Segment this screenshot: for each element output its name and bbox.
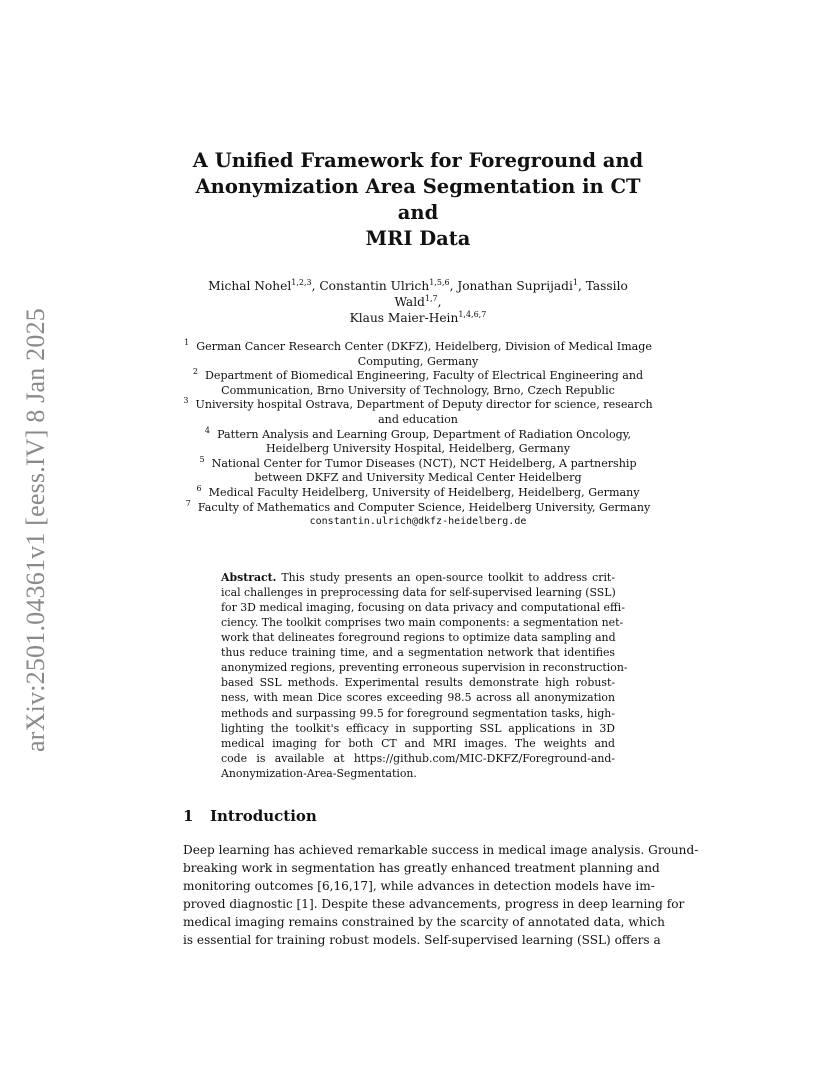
affiliation-item <box>183 398 653 427</box>
author-affil-sup: 1 <box>572 278 578 287</box>
abstract-line: medical imaging for both CT and MRI images. The weights and <box>221 736 615 750</box>
author-affil-sup: 1,7 <box>424 294 438 303</box>
affiliation-text: Faculty of Mathematics and Computer Science, Heidelberg University, Germany <box>197 500 651 514</box>
body-line: proved diagnostic [1]. Despite these advancements, progress in deep learning for <box>183 897 685 912</box>
abstract-line: work that delineates foreground regions to optimize data sampling and <box>221 631 616 645</box>
abstract-line: for 3D medical imaging, focusing on data privacy and computational effi- <box>221 600 625 614</box>
affiliation-item <box>183 483 653 501</box>
abstract-label: Abstract. <box>221 570 277 584</box>
section-heading <box>183 807 653 825</box>
body-line: breaking work in segmentation has greatly enhanced treatment planning and <box>183 861 660 876</box>
affiliation-text: National Center for Tumor Diseases (NCT), NCT Heidelberg, A partnership <box>211 456 637 470</box>
abstract-text: This study presents an open-source toolkit to address crit- <box>281 570 615 584</box>
body-line: is essential for training robust models. Self-supervised learning (SSL) offers a <box>183 933 661 948</box>
abstract <box>221 570 628 781</box>
affiliation-item <box>183 369 653 398</box>
author-line: Michal Nohel$^{1,2,3}$, Constantin Ulrich$^{1,5,6}$, Jonathan Suprijadi$^1$, Tassilo Wald$^{1,7}$, <box>208 278 628 309</box>
author-name: Jonathan Suprijadi <box>457 279 573 293</box>
author-name: Constantin Ulrich <box>319 279 430 293</box>
author-name: Tassilo Wald <box>394 279 628 309</box>
affiliation-number: 6 <box>196 483 202 493</box>
affiliation-item <box>183 425 653 457</box>
affiliation-number: 1 <box>184 338 190 347</box>
abstract-line: code is available at https://github.com/MIC-DKFZ/Foreground-and- <box>221 751 615 765</box>
author-name: Klaus Maier-Hein <box>349 311 459 325</box>
affiliation-number: 4 <box>204 425 210 435</box>
author-affil-sup: 1,2,3 <box>291 278 312 287</box>
section-number: 1 <box>183 807 194 826</box>
affiliation-text: Pattern Analysis and Learning Group, Department of Radiation Oncology, <box>217 427 632 441</box>
affiliation-text: and education <box>378 412 458 426</box>
intro-paragraph <box>183 841 699 949</box>
affiliation-text: University hospital Ostrava, Department of Deputy director for science, research <box>195 398 653 412</box>
arxiv-identifier-text: arXiv:2501.04361v1 [eess.IV] 8 Jan 2025 <box>21 308 50 752</box>
title-line: MRI Data <box>365 227 471 250</box>
abstract-line <box>221 570 615 585</box>
title-line: A Unified Framework for Foreground and <box>192 149 644 172</box>
affiliation-text: between DKFZ and University Medical Center Heidelberg <box>254 471 582 485</box>
affiliation-text: Department of Biomedical Engineering, Faculty of Electrical Engineering and <box>205 369 644 383</box>
affiliation-text: Computing, Germany <box>357 354 479 368</box>
affiliation-list <box>183 340 653 530</box>
author-list <box>183 278 653 326</box>
abstract-line: ciency. The toolkit comprises two main components: a segmentation net- <box>221 616 624 629</box>
author-line <box>183 310 653 326</box>
body-line: medical imaging remains constrained by the scarcity of annotated data, which <box>183 915 665 930</box>
body-line: monitoring outcomes [6,16,17], while advances in detection models have im- <box>183 879 655 894</box>
affiliation-text: Heidelberg University Hospital, Heidelberg, Germany <box>265 442 571 456</box>
abstract-line: Anonymization-Area-Segmentation. <box>221 766 417 780</box>
affiliation-number: 2 <box>192 367 198 377</box>
affiliation-number: 5 <box>199 454 205 464</box>
affiliation-number: 7 <box>185 498 191 508</box>
abstract-line: thus reduce training time, and a segmentation network that identifies <box>221 646 615 660</box>
affiliation-item <box>183 340 653 369</box>
abstract-line: anonymized regions, preventing erroneous supervision in reconstruction- <box>221 661 628 675</box>
abstract-line: based SSL methods. Experimental results demonstrate high robust- <box>221 676 615 690</box>
affiliation-text: German Cancer Research Center (DKFZ), Heidelberg, Division of Medical Image <box>196 340 652 353</box>
abstract-line: ical challenges in preprocessing data for self-supervised learning (SSL) <box>221 585 616 599</box>
affiliation-item <box>183 498 653 516</box>
author-affil-sup: 1,5,6 <box>429 278 450 287</box>
contact-email[interactable]: constantin.ulrich@dkfz-heidelberg.de <box>309 516 527 528</box>
affiliation-number: 3 <box>183 396 189 406</box>
abstract-line: lighting the toolkit's efficacy in supporting SSL applications in 3D <box>221 721 615 735</box>
affiliation-item <box>183 454 653 486</box>
affiliation-text: Medical Faculty Heidelberg, University of Heidelberg, Heidelberg, Germany <box>208 485 640 499</box>
author-name: Michal Nohel <box>208 279 292 293</box>
paper-title <box>183 148 653 252</box>
author-affil-sup: 1,4,6,7 <box>458 310 487 319</box>
body-line: Deep learning has achieved remarkable success in medical image analysis. Ground- <box>183 843 699 858</box>
abstract-line: methods and surpassing 99.5 for foreground segmentation tasks, high- <box>221 706 615 720</box>
paper-page <box>183 148 699 949</box>
affiliation-text: Communication, Brno University of Technology, Brno, Czech Republic <box>221 383 615 397</box>
section-title: Introduction <box>210 807 317 826</box>
abstract-line: ness, with mean Dice scores exceeding 98.5 across all anonymization <box>221 691 615 705</box>
title-line: Anonymization Area Segmentation in CT and <box>195 175 641 224</box>
